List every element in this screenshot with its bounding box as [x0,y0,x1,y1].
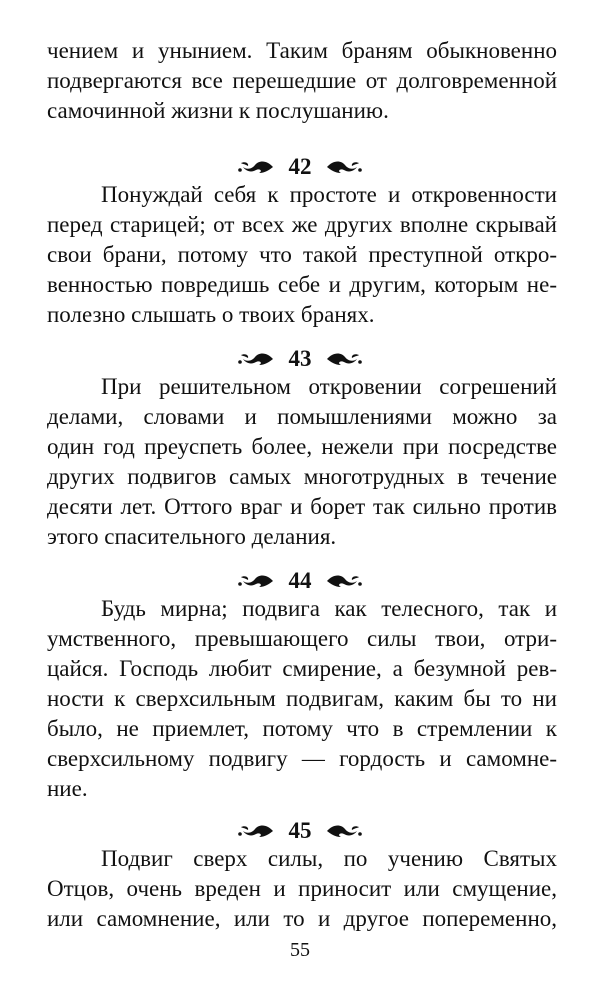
text-line: других подвигов самых многотрудных в течение [47,464,557,489]
text-line: При решительном откровении согрешений [101,374,557,399]
paragraph-42 [47,180,557,330]
paragraph-44 [47,594,557,804]
section-number: 43 [288,345,312,371]
section-number: 42 [288,153,312,179]
section-number: 44 [288,567,312,593]
text-line: полезно слышать о твоих бранях. [47,302,375,327]
ornament-right-icon [325,158,363,176]
text-line: подвергаются все перешедшие от долговременной [47,68,557,93]
ornament-left-icon [237,158,275,176]
page-number: 55 [290,939,310,961]
intro-paragraph [47,36,557,126]
text-line: ние. [47,776,88,801]
text-line: перед старицей; от всех же других вполне скрывай [47,212,557,237]
section-heading-43 [0,342,600,372]
text-line: чением и унынием. Таким браням обыкновенно [47,38,557,63]
text-line: один год преуспеть более, нежели при посредстве [47,434,557,459]
ornament-right-icon [325,572,363,590]
text-line: самочинной жизни к послушанию. [47,98,389,123]
paragraph-45 [47,844,557,934]
text-line: десяти лет. Оттого враг и борет так сильно против [47,494,557,519]
text-line: Будь мирна; подвига как телесного, так и [101,596,557,621]
section-number: 45 [288,817,312,843]
paragraph-43 [47,372,557,552]
section-heading-42 [0,150,600,180]
text-line: Подвиг сверх силы, по учению Святых [101,846,557,871]
text-line: умственного, превышающего силы твои, отри- [47,626,557,651]
text-line: цайся. Господь любит смирение, а безумной рев- [47,656,557,681]
text-line: сверхсильному подвигу — гордость и самомне- [47,746,557,771]
ornament-left-icon [237,350,275,368]
text-line: этого спасительного делания. [47,524,337,549]
section-heading-44 [0,564,600,594]
section-heading-45 [0,814,600,844]
text-line: делами, словами и помышлениями можно за [47,404,557,429]
ornament-right-icon [325,822,363,840]
text-line: ности к сверхсильным подвигам, каким бы то ни [47,686,557,711]
text-line: было, не приемлет, потому что в стремлении к [47,716,557,741]
ornament-right-icon [325,350,363,368]
text-line: свои брани, потому что такой преступной откро- [47,242,557,267]
ornament-left-icon [237,572,275,590]
text-line: венностью повредишь себе и другим, которым не- [47,272,557,297]
text-line: или самомнение, или то и другое попеременно, [47,906,557,931]
ornament-left-icon [237,822,275,840]
text-line: Понуждай себя к простоте и откровенности [101,182,557,207]
text-line: Отцов, очень вреден и приносит или смущение, [47,876,557,901]
